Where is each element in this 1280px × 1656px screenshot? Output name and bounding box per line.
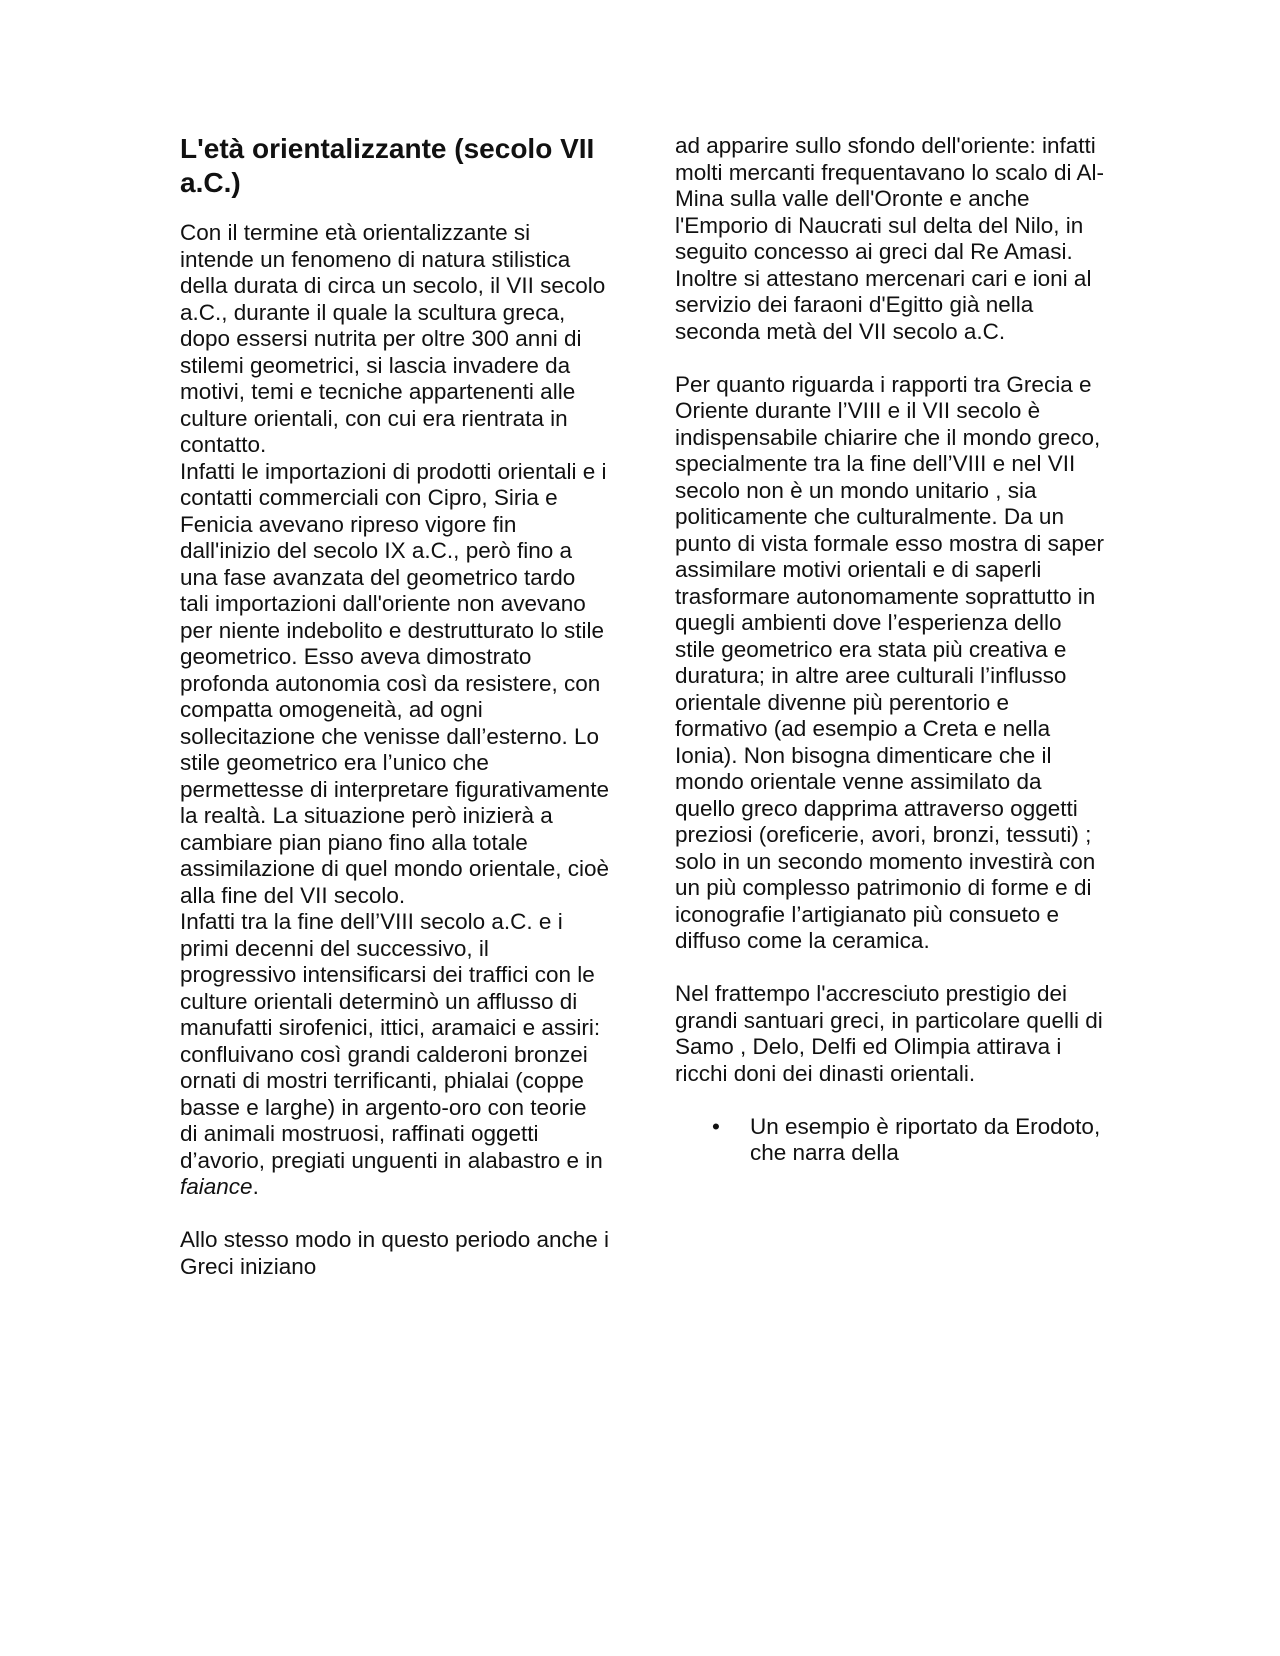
document-title: L'età orientalizzante (secolo VII a.C.) bbox=[180, 133, 595, 198]
list-item-text: Un esempio è riportato da Erodoto, che narra della bbox=[750, 1113, 1101, 1165]
paragraph-intro: Con il termine età orientalizzante si intende un fenomeno di natura stilistica della durata di circa un secolo, il VII secolo a.C., durante il quale la scultura greca, dopo essersi nutrita per oltre 300 anni di stilemi geometrici, si lascia invadere da motivi, temi e tecniche appartenenti alle culture orientali, con cui era rientrata in contatto. bbox=[180, 220, 606, 457]
paragraph-gap bbox=[675, 345, 1105, 372]
paragraph-greeks: Allo stesso modo in questo periodo anche i Greci iniziano bbox=[180, 1227, 610, 1279]
paragraph-traffic bbox=[180, 909, 610, 1201]
italic-term: faiance bbox=[180, 1174, 253, 1199]
italic-suffix: . bbox=[252, 1174, 259, 1199]
paragraph-traffic-text: Infatti tra la fine dell’VIII secolo a.C. e i primi decenni del successivo, il progressivo intensificarsi dei traffici con le culture orientali determinò un afflusso di manufatti sirofenici, ittici, aramaici e assiri: confluivano così grandi calderoni bronzei ornati di mostri terrificanti, phialai (coppe basse e larghe) in argento-oro con teorie di animali mostruosi, raffinati oggetti d’avorio, pregiati unguenti in alabastro e in bbox=[180, 909, 603, 1173]
list-item bbox=[712, 1113, 1105, 1167]
right-column bbox=[675, 133, 1105, 1167]
paragraph-relations: Per quanto riguarda i rapporti tra Grecia e Oriente durante l’VIII e il VII secolo è indispensabile chiarire che il mondo greco, specialmente tra la fine dell’VIII e nel VII secolo non è un mondo unitario , sia politicamente che culturalmente. Da un punto di vista formale esso mostra di saper assimilare motivi orientali e di saperli trasformare autonomamente soprattutto in quegli ambienti dove l’esperienza dello stile geometrico era stata più creativa e duratura; in altre aree culturali l’influsso orientale divenne più perentorio e formativo (ad esempio a Creta e nella Ionia). Non bisogna dimenticare che il mondo orientale venne assimilato da quello greco dapprima attraverso oggetti preziosi (oreficerie, avori, bronzi, tessuti) ; solo in un secondo momento investirà con un più complesso patrimonio di forme e di iconografie l’artigianato più consueto e diffuso come la ceramica. bbox=[675, 371, 1104, 953]
left-column bbox=[180, 132, 610, 1280]
bullet-list bbox=[675, 1114, 1105, 1167]
paragraph-gap bbox=[180, 1201, 610, 1228]
paragraph-imports: Infatti le importazioni di prodotti orientali e i contatti commerciali con Cipro, Siria e Fenicia avevano ripreso vigore fin dall'inizio del secolo IX a.C., però fino a una fase avanzata del geometrico tardo tali importazioni dall'oriente non avevano per niente indebolito e destrutturato lo stile geometrico. Esso aveva dimostrato profonda autonomia così da resistere, con compatta omogeneità, ad ogni sollecitazione che venisse dall’esterno. Lo stile geometrico era l’unico che permettesse di interpretare figurativamente la realtà. La situazione però inizierà a cambiare pian piano fino alla totale assimilazione di quel mondo orientale, cioè alla fine del VII secolo. bbox=[180, 458, 609, 908]
bullet-icon: • bbox=[712, 1113, 720, 1139]
paragraph-gap bbox=[675, 955, 1105, 982]
paragraph-sanctuaries: Nel frattempo l'accresciuto prestigio dei grandi santuari greci, in particolare quelli di Samo , Delo, Delfi ed Olimpia attirava i ricchi doni dei dinasti orientali. bbox=[675, 981, 1103, 1086]
paragraph-orient: ad apparire sullo sfondo dell'oriente: infatti molti mercanti frequentavano lo scalo di Al-Mina sulla valle dell'Oronte e anche l'Emporio di Naucrati sul delta del Nilo, in seguito concesso ai greci dal Re Amasi. Inoltre si attestano mercenari cari e ioni al servizio dei faraoni d'Egitto già nella seconda metà del VII secolo a.C. bbox=[675, 133, 1104, 344]
paragraph-gap bbox=[675, 1087, 1105, 1114]
